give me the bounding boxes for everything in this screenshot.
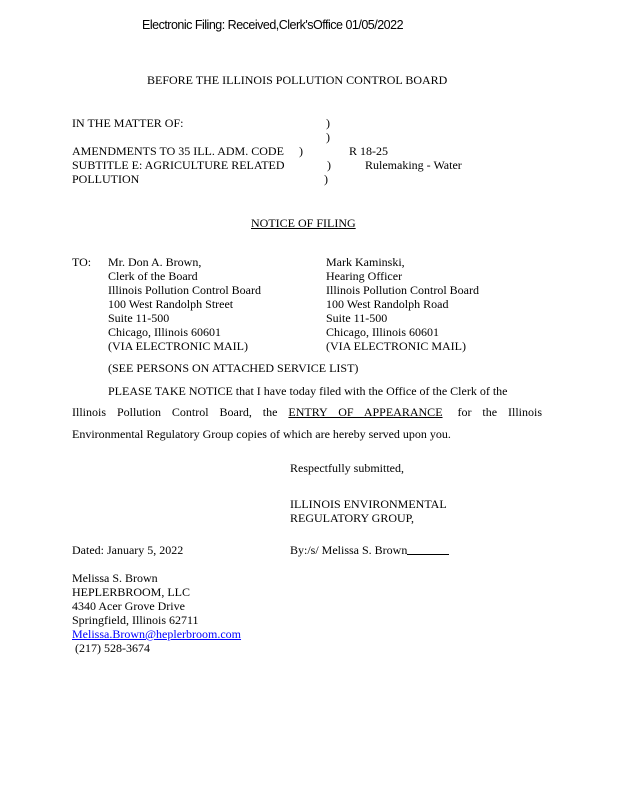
phone-number: (217) 528-3674 [72,641,150,655]
caption-paren: ) [324,172,328,186]
address-line: Mark Kaminski, [326,255,405,269]
signature-block-line: Springfield, Illinois 62711 [72,613,199,627]
caption-left [72,116,285,186]
closing: Respectfully submitted, [290,461,404,475]
address-line: Chicago, Illinois 60601 [326,325,439,339]
caption-paren: ) [327,158,331,172]
body-text: Illinois Pollution Control Board, the [72,405,278,419]
signature-block-line: 4340 Acer Grove Drive [72,599,185,613]
entry-of-appearance-link: ENTRY OF APPEARANCE [288,405,443,419]
address-line: Mr. Don A. Brown, [108,255,202,269]
date-line: Dated: January 5, 2022 [72,543,184,557]
signature-text: By:/s/ Melissa S. Brown [290,543,408,557]
recipient-hearing-officer [326,255,479,353]
caption-line: SUBTITLE E: AGRICULTURE RELATED [72,158,285,172]
address-line: Suite 11-500 [108,311,170,325]
address-line: Suite 11-500 [326,311,388,325]
address-line: (VIA ELECTRONIC MAIL) [108,339,248,353]
caption-line: IN THE MATTER OF: [72,116,184,130]
caption-line [72,130,285,144]
address-line: 100 West Randolph Road [326,297,449,311]
signature-block-line: HEPLERBROOM, LLC [72,585,191,599]
address-line: 100 West Randolph Street [108,297,234,311]
rulemaking-type: Rulemaking - Water [365,158,462,172]
body-line-2 [72,405,542,419]
body-line-1: PLEASE TAKE NOTICE that I have today filed with the Office of the Clerk of the [108,384,508,398]
caption-paren: ) [326,116,330,130]
body-text: for the Illinois [457,405,543,419]
attorney-signature-block [72,571,241,655]
caption-paren: ) [326,130,330,144]
address-line: Illinois Pollution Control Board [108,283,262,297]
organization-name [290,497,447,525]
address-line: Illinois Pollution Control Board [326,283,480,297]
address-line: Chicago, Illinois 60601 [108,325,221,339]
signature-line [290,543,449,557]
org-line: ILLINOIS ENVIRONMENTAL [290,497,447,511]
service-list-note: (SEE PERSONS ON ATTACHED SERVICE LIST) [108,361,359,375]
email-link[interactable]: Melissa.Brown@heplerbroom.com [72,627,242,641]
notice-title: NOTICE OF FILING [251,216,356,230]
address-line: Hearing Officer [326,269,403,283]
filing-stamp: Electronic Filing: Received,Clerk'sOffice 01/05/2022 [142,18,404,32]
signature-block-line: Melissa S. Brown [72,571,158,585]
to-label: TO: [72,255,92,269]
address-line: (VIA ELECTRONIC MAIL) [326,339,466,353]
body-line-3: Environmental Regulatory Group copies of which are hereby served upon you. [72,427,451,441]
address-line: Clerk of the Board [108,269,198,283]
page-heading: BEFORE THE ILLINOIS POLLUTION CONTROL BOARD [147,73,448,87]
caption-paren: ) [299,144,303,158]
docket-number: R 18-25 [349,144,388,158]
signature-rule [407,543,449,555]
caption-line: AMENDMENTS TO 35 ILL. ADM. CODE [72,144,284,158]
recipient-clerk [108,255,261,353]
caption-line: POLLUTION [72,172,140,186]
org-line: REGULATORY GROUP, [290,511,415,525]
